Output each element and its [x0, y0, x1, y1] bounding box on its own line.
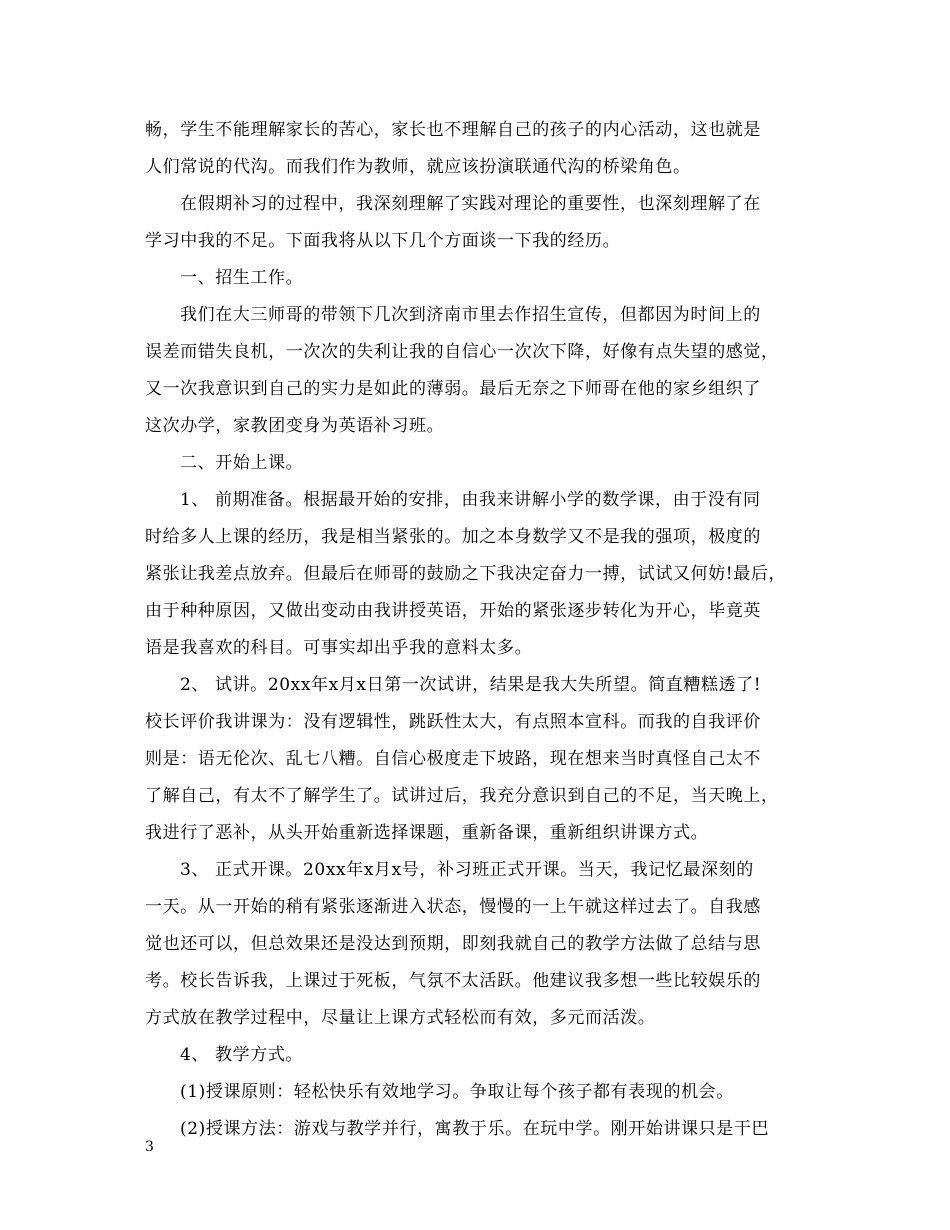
text-line: 4、 教学方式。	[180, 1045, 304, 1065]
text-line: 方式放在教学过程中，尽量让上课方式轻松而有效，多元而活泼。	[145, 1008, 656, 1028]
text-line: 觉也还可以，但总效果还是没达到预期，即刻我就自己的教学方法做了总结与思	[145, 934, 761, 954]
text-line: 我们在大三师哥的带领下几次到济南市里去作招生宣传，但都因为时间上的	[180, 305, 761, 325]
text-line: 一天。从一开始的稍有紧张逐渐进入状态，慢慢的一上午就这样过去了。自我感	[145, 897, 761, 917]
text-line: 学习中我的不足。下面我将从以下几个方面谈一下我的经历。	[145, 231, 621, 251]
text-line: 畅，学生不能理解家长的苦心，家长也不理解自己的孩子的内心活动，这也就是	[145, 120, 761, 140]
text-line: 1、 前期准备。根据最开始的安排，由我来讲解小学的数学课，由于没有同	[180, 490, 761, 510]
text-line: 时给多人上课的经历，我是相当紧张的。加之本身数学又不是我的强项，极度的	[145, 527, 761, 547]
text-line: 了解自己，有太不了解学生了。试讲过后，我充分意识到自己的不足，当天晚上，	[145, 786, 779, 806]
text-line: 误差而错失良机，一次次的失利让我的自信心一次次下降，好像有点失望的感觉，	[145, 342, 779, 362]
text-line: 人们常说的代沟。而我们作为教师，就应该扮演联通代沟的桥梁角色。	[145, 157, 691, 177]
text-line: 我进行了恶补，从头开始重新选择课题，重新备课，重新组织讲课方式。	[145, 823, 709, 843]
text-line: 3、 正式开课。20xx年x月x号，补习班正式开课。当天，我记忆最深刻的	[180, 860, 754, 880]
section-heading: 一、招生工作。	[180, 268, 304, 288]
text-line: 在假期补习的过程中，我深刻理解了实践对理论的重要性，也深刻理解了在	[180, 194, 761, 214]
text-line: 语是我喜欢的科目。可事实却出乎我的意料太多。	[145, 638, 533, 658]
text-line: 由于种种原因，又做出变动由我讲授英语，开始的紧张逐步转化为开心，毕竟英	[145, 601, 761, 621]
page-number: 3	[145, 1139, 154, 1155]
section-heading: 二、开始上课。	[180, 453, 304, 473]
text-line: 2、 试讲。20xx年x月x日第一次试讲，结果是我大失所望。简直糟糕透了!	[180, 675, 762, 695]
text-line: 考。校长告诉我，上课过于死板，气氛不太活跃。他建议我多想一些比较娱乐的	[145, 971, 761, 991]
text-line: 这次办学，家教团变身为英语补习班。	[145, 416, 445, 436]
text-line: (1)授课原则：轻松快乐有效地学习。争取让每个孩子都有表现的机会。	[180, 1082, 734, 1102]
text-line: (2)授课方法：游戏与教学并行，寓教于乐。在玩中学。刚开始讲课只是干巴	[180, 1119, 770, 1139]
text-line: 则是：语无伦次、乱七八糟。自信心极度走下坡路，现在想来当时真怪自己太不	[145, 749, 761, 769]
text-line: 又一次我意识到自己的实力是如此的薄弱。最后无奈之下师哥在他的家乡组织了	[145, 379, 761, 399]
text-line: 紧张让我差点放弃。但最后在师哥的鼓励之下我决定奋力一搏，试试又何妨!最后，	[145, 564, 787, 584]
text-line: 校长评价我讲课为：没有逻辑性，跳跃性太大，有点照本宣科。而我的自我评价	[145, 712, 761, 732]
